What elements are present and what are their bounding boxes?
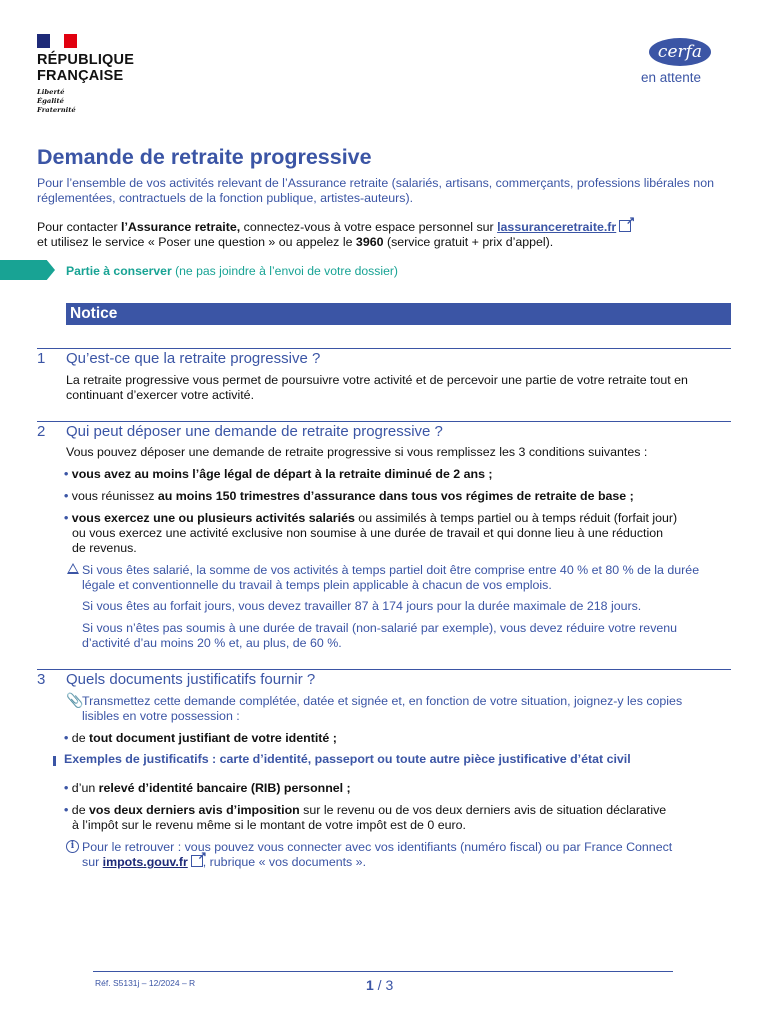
keep-label: Partie à conserver <box>66 264 172 278</box>
condition-2-text-b: au moins 150 trimestres d’assurance dans tous vos régimes de retraite de base ; <box>157 489 634 503</box>
page-current: 1 <box>366 977 374 993</box>
condition-3-text-b: ou assimilés à temps partiel ou à temps réduit (forfait jour) <box>354 511 678 525</box>
document-3-text-a: de <box>71 803 90 817</box>
motto-fraternite: Fraternité <box>37 106 76 114</box>
examples-text: Exemples de justificatifs : carte d’identité, passeport ou toute autre pièce justificative d’état civil <box>64 752 631 766</box>
keep-note-text: (ne pas joindre à l’envoi de votre dossier) <box>171 264 398 278</box>
form-reference: Réf. S5131j – 12/2024 – R <box>95 978 196 988</box>
condition-1-text: vous avez au moins l’âge légal de départ à la retraite diminué de 2 ans ; <box>71 467 493 481</box>
notice-header <box>66 303 731 325</box>
info-icon: i <box>66 840 79 853</box>
attach-line-2: lisibles en votre possession : <box>82 709 240 723</box>
lead-paragraph: Pour l’ensemble de vos activités relevant de l’Assurance retraite (salariés, artisans, commerçants, professions libérales non réglementées, contractuels de la fonction publique, artistes-auteurs). <box>37 176 714 205</box>
document-3-line-2: à l’impôt sur le revenu même si le montant de votre impôt est de 0 euro. <box>72 818 466 832</box>
document-1-text-a: de <box>71 731 90 745</box>
section-1-body: La retraite progressive vous permet de poursuivre votre activité et de percevoir une partie de votre retraite tout en continuant d’exercer votre activité. <box>66 373 688 402</box>
paperclip-icon: 📎 <box>66 692 84 708</box>
warning-2: Si vous êtes au forfait jours, vous devez travailler 87 à 174 jours pour la durée maximale de 218 jours. <box>82 599 642 613</box>
attach-line-1: Transmettez cette demande complétée, datée et signée et, en fonction de votre situation, joignez-y les copies <box>82 694 683 708</box>
assurance-retraite-link[interactable]: lassuranceretraite.fr <box>497 220 617 234</box>
info-line-1: Pour le retrouver : vous pouvez vous connecter avec vos identifiants (numéro fiscal) ou par France Connect <box>82 840 673 854</box>
section-2-number: 2 <box>37 423 46 440</box>
motto-egalite: Égalité <box>37 97 64 105</box>
phone-number: 3960 <box>355 235 384 249</box>
condition-1: • vous avez au moins l’âge légal de départ à la retraite diminué de 2 ans ; <box>64 467 493 481</box>
section-1-number: 1 <box>37 350 46 367</box>
condition-3-text-a: vous exercez une ou plusieurs activités salariés <box>71 511 355 525</box>
section-3-number: 3 <box>37 671 46 688</box>
examples-marker <box>53 756 56 766</box>
section-2-rule <box>37 421 731 422</box>
external-link-icon[interactable] <box>619 220 631 232</box>
republique-label: RÉPUBLIQUE <box>37 52 135 68</box>
contact-org: l’Assurance retraite, <box>121 220 241 234</box>
section-3-rule <box>37 669 731 670</box>
document-2-text-a: d’un <box>71 781 99 795</box>
document-2-text-b: relevé d’identité bancaire (RIB) personnel ; <box>98 781 351 795</box>
page-total: / 3 <box>373 977 394 993</box>
document-3-text-c: sur le revenu ou de vos deux derniers avis de situation déclarative <box>299 803 667 817</box>
warning-3-line-1: Si vous n’êtes pas soumis à une durée de travail (non-salarié par exemple), vous devez réduire votre revenu <box>82 621 678 635</box>
contact-text-2: connectez-vous à votre espace personnel sur <box>240 220 498 234</box>
section-1-rule <box>37 348 731 349</box>
info-text: sur <box>82 855 103 869</box>
condition-3-line-3: de revenus. <box>72 541 137 555</box>
condition-3-line-2: ou vous exercez une activité exclusive non soumise à une durée de travail et qui donne lieu à une réduction <box>72 526 663 540</box>
warning-1-line-1: Si vous êtes salarié, la somme de vos activités à temps partiel doit être comprise entre 40 % et 80 % de la durée <box>82 563 700 577</box>
condition-2: • vous réunissez au moins 150 trimestres d’assurance dans tous vos régimes de retraite de base ; <box>64 489 634 503</box>
page-title: Demande de retraite progressive <box>37 145 372 169</box>
contact-text-4: (service gratuit + prix d’appel). <box>383 235 554 249</box>
keep-arrow-icon <box>0 260 55 280</box>
external-link-icon[interactable] <box>191 855 203 867</box>
condition-2-text-a: vous réunissez <box>71 489 158 503</box>
info-line-2 <box>82 855 366 870</box>
republique-francaise-flag <box>37 34 77 48</box>
contact-paragraph <box>37 220 737 250</box>
keep-note <box>66 264 398 278</box>
notice-title: Notice <box>70 305 118 322</box>
document-1-text-b: tout document justifiant de votre identité ; <box>89 731 337 745</box>
footer-rule <box>93 971 673 972</box>
document-1: • de tout document justifiant de votre identité ; <box>64 731 337 745</box>
page-number <box>366 977 393 993</box>
info-text-2: , rubrique « vos documents ». <box>202 855 367 869</box>
document-3: • de vos deux derniers avis d’imposition sur le revenu ou de vos deux derniers avis de situation déclarative <box>64 803 667 817</box>
impots-gouv-link[interactable]: impots.gouv.fr <box>102 855 188 869</box>
cerfa-status: en attente <box>641 70 702 85</box>
section-2-title: Qui peut déposer une demande de retraite progressive ? <box>66 423 443 440</box>
warning-3-line-2: d’activité d’au moins 20 % et, au plus, de 60 %. <box>82 636 342 650</box>
section-2-intro: Vous pouvez déposer une demande de retraite progressive si vous remplissez les 3 conditions suivantes : <box>66 445 648 459</box>
cerfa-logo: cerfa <box>649 38 711 66</box>
section-1-title: Qu’est-ce que la retraite progressive ? <box>66 350 321 367</box>
document-2: • d’un relevé d’identité bancaire (RIB) personnel ; <box>64 781 351 795</box>
section-3-title: Quels documents justificatifs fournir ? <box>66 671 316 688</box>
document-3-text-b: vos deux derniers avis d’imposition <box>89 803 300 817</box>
warning-1-line-2: légale et conventionnelle du travail à temps plein applicable à chacun de vos emplois. <box>82 578 552 592</box>
condition-3: • vous exercez une ou plusieurs activités salariés ou assimilés à temps partiel ou à temps réduit (forfait jour) <box>64 511 678 525</box>
contact-text-3: et utilisez le service « Poser une question » ou appelez le <box>37 235 356 249</box>
motto-liberte: Liberté <box>37 88 65 96</box>
contact-text: Pour contacter <box>37 220 122 234</box>
francaise-label: FRANÇAISE <box>37 68 124 84</box>
